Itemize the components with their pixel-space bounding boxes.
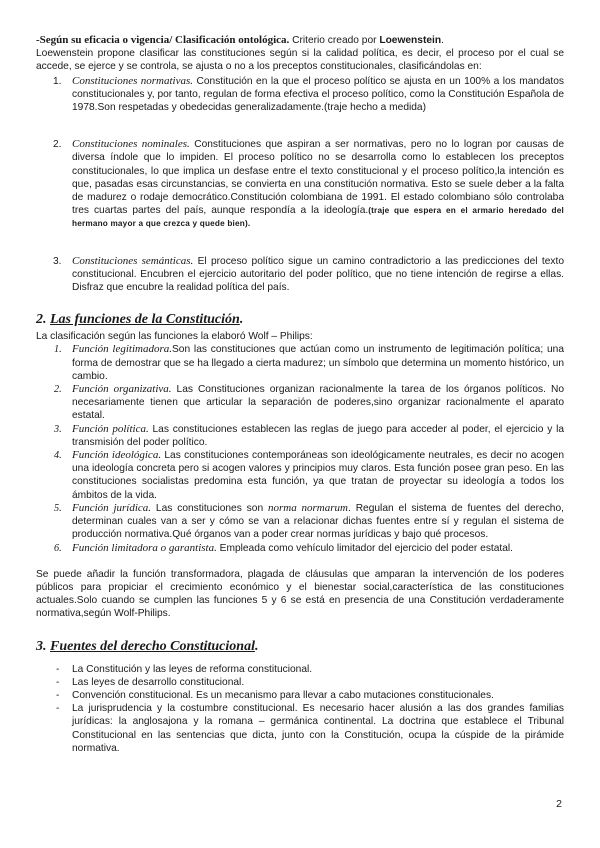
type-note: (traje que espera en el armario heredado del hermano mayor a que crezca y quede bien). bbox=[72, 206, 564, 229]
function-term: Función limitadora o garantista. bbox=[72, 541, 217, 554]
function-term: Función legitimadora. bbox=[72, 343, 172, 356]
list-item: 4. Función ideológica. Las constituciones contemporáneas son ideológicamente neutrales, es decir no acogen una ideología concreta pero si acogen valores y principios muy claros. Esta función posee gran peso. En las constituciones socialistas predomina esta función, ya que tratan de proyectar su ideología a todos los ámbitos de la vida. bbox=[54, 449, 564, 501]
type-term: Constituciones normativas. bbox=[72, 74, 194, 87]
function-term: Función jurídica. bbox=[72, 501, 152, 514]
intro-heading: -Según su eficacia o vigencia/ Clasificación ontológica. bbox=[36, 34, 290, 46]
functions-list bbox=[36, 343, 564, 554]
section-heading-2: 2. Las funciones de la Constitución. bbox=[36, 312, 244, 328]
list-item: 6. Función limitadora o garantista. Empleada como vehículo limitador del ejercicio del poder estatal. bbox=[54, 541, 514, 554]
intro-criterio: Criterio creado por bbox=[292, 35, 377, 46]
function-term: Función política. bbox=[72, 422, 149, 435]
list-item: 2. Función organizativa. Las Constituciones organizan racionalmente la tarea de los órganos políticos. No necesariamente tienen que articular la separación de poderes,sino organizar racionalmente el aparato estatal. bbox=[54, 383, 564, 422]
section2-closing: Se puede añadir la función transformadora, plagada de cláusulas que amparan la intervención de los poderes públicos para propiciar el crecimiento económico y el bienestar social,característica de las constituciones actuales.Solo cuando se cumplen las funciones 5 y 6 se está en presencia de una Constitución verdaderamente normativa,según Wolf-Philips. bbox=[36, 568, 564, 620]
intro-author: Loewenstein bbox=[379, 35, 442, 46]
section2-intro: La clasificación según las funciones la elaboró Wolf – Philips: bbox=[36, 331, 313, 343]
page-number: 2 bbox=[556, 798, 562, 810]
constitution-types-list bbox=[36, 75, 564, 295]
type-term: Constituciones nominales. bbox=[72, 138, 190, 151]
list-item: 2. Constituciones nominales. Constituciones que aspiran a ser normativas, pero no lo logran por causas de diversa índole que lo impiden. El proceso político no se desarrolla como lo establecen los preceptos constitucionales, lo que implica un desfase entre el texto constitucional y el proceso político,la intención es que, pasadas esas circunstancias, se convierta en una constitución normativa. Esto se suele deber a la falta de madurez o rodaje democrático.Constitución colombiana de 1991. El estado colombiano sólo controlaba tres cuartas partes del país, aunque respondía a la ideología.(traje que espera en el armario heredado del hermano mayor a que crezca y quede bien). bbox=[53, 138, 564, 229]
function-term: Función ideológica. bbox=[72, 449, 162, 462]
function-term: Función organizativa. bbox=[72, 383, 172, 396]
list-item: - La jurisprudencia y la costumbre constitucional. Es necesario hacer alusión a las dos grandes familias jurídicas: la anglosajona y la romana – germánica continental. La doctrina que establece el Tribunal Constitucional en las sentencias que dicta, junto con la Constitución, ocupa la cúspide de la pirámide normativa. bbox=[56, 703, 564, 754]
list-item: - Convención constitucional. Es un mecanismo para llevar a cabo mutaciones constitucionales. bbox=[56, 689, 494, 701]
intro-body: Loewenstein propone clasificar las constituciones según si la calidad política, es decir, el proceso por el cual se accede, se ejerce y se controla, se ajusta o no a los preceptos constitucionales, clasificándolas en: bbox=[36, 48, 564, 73]
document-page bbox=[36, 34, 564, 755]
sources-list bbox=[36, 663, 564, 755]
type-term: Constituciones semánticas. bbox=[72, 254, 194, 267]
list-item: 1. Función legitimadora.Son las constituciones que actúan como un instrumento de legitimación política; una forma de demostrar que se ha llegado a cierta madurez; un símbolo que determina un momento histórico, un cambio. bbox=[54, 343, 564, 382]
section-heading-3: 3. Fuentes del derecho Constitucional. bbox=[36, 638, 259, 654]
list-item: 1. Constituciones normativas. Constitución en la que el proceso político se ajusta en un 100% a los mandatos constitucionales y, por tanto, regulan de forma efectiva el proceso político, como la Constitución Española de 1978.Son respetadas y obedecidas generalizadamente.(traje hecho a medida) bbox=[53, 74, 564, 114]
norma-normarum: norma normarum bbox=[268, 501, 348, 514]
list-item: 5. Función jurídica. Las constituciones son norma normarum. Regulan el sistema de fuentes del derecho, determinan cuales van a ser y cómo se van a relacionar dichas fuentes entre sí y regulan el sistema de producción normativa.Qué órganos van a poder crear normas jurídicas y bajo qué procesos. bbox=[54, 501, 564, 541]
list-item: 3. Constituciones semánticas. El proceso político sigue un camino contradictorio a las predicciones del texto constitucional. Encubren el ejercicio autoritario del poder político, que no tiene intención de regirse a ellas. Disfraz que encubre la realidad política del país. bbox=[53, 254, 564, 294]
list-item: 3. Función política. Las constituciones establecen las reglas de juego para acceder al poder, el ejercicio y la transmisión del poder político. bbox=[54, 422, 565, 448]
intro-period: . bbox=[441, 35, 444, 46]
intro-paragraph bbox=[36, 34, 564, 74]
list-item: - La Constitución y las leyes de reforma constitucional. bbox=[56, 663, 313, 675]
list-item: - Las leyes de desarrollo constitucional. bbox=[56, 676, 245, 688]
